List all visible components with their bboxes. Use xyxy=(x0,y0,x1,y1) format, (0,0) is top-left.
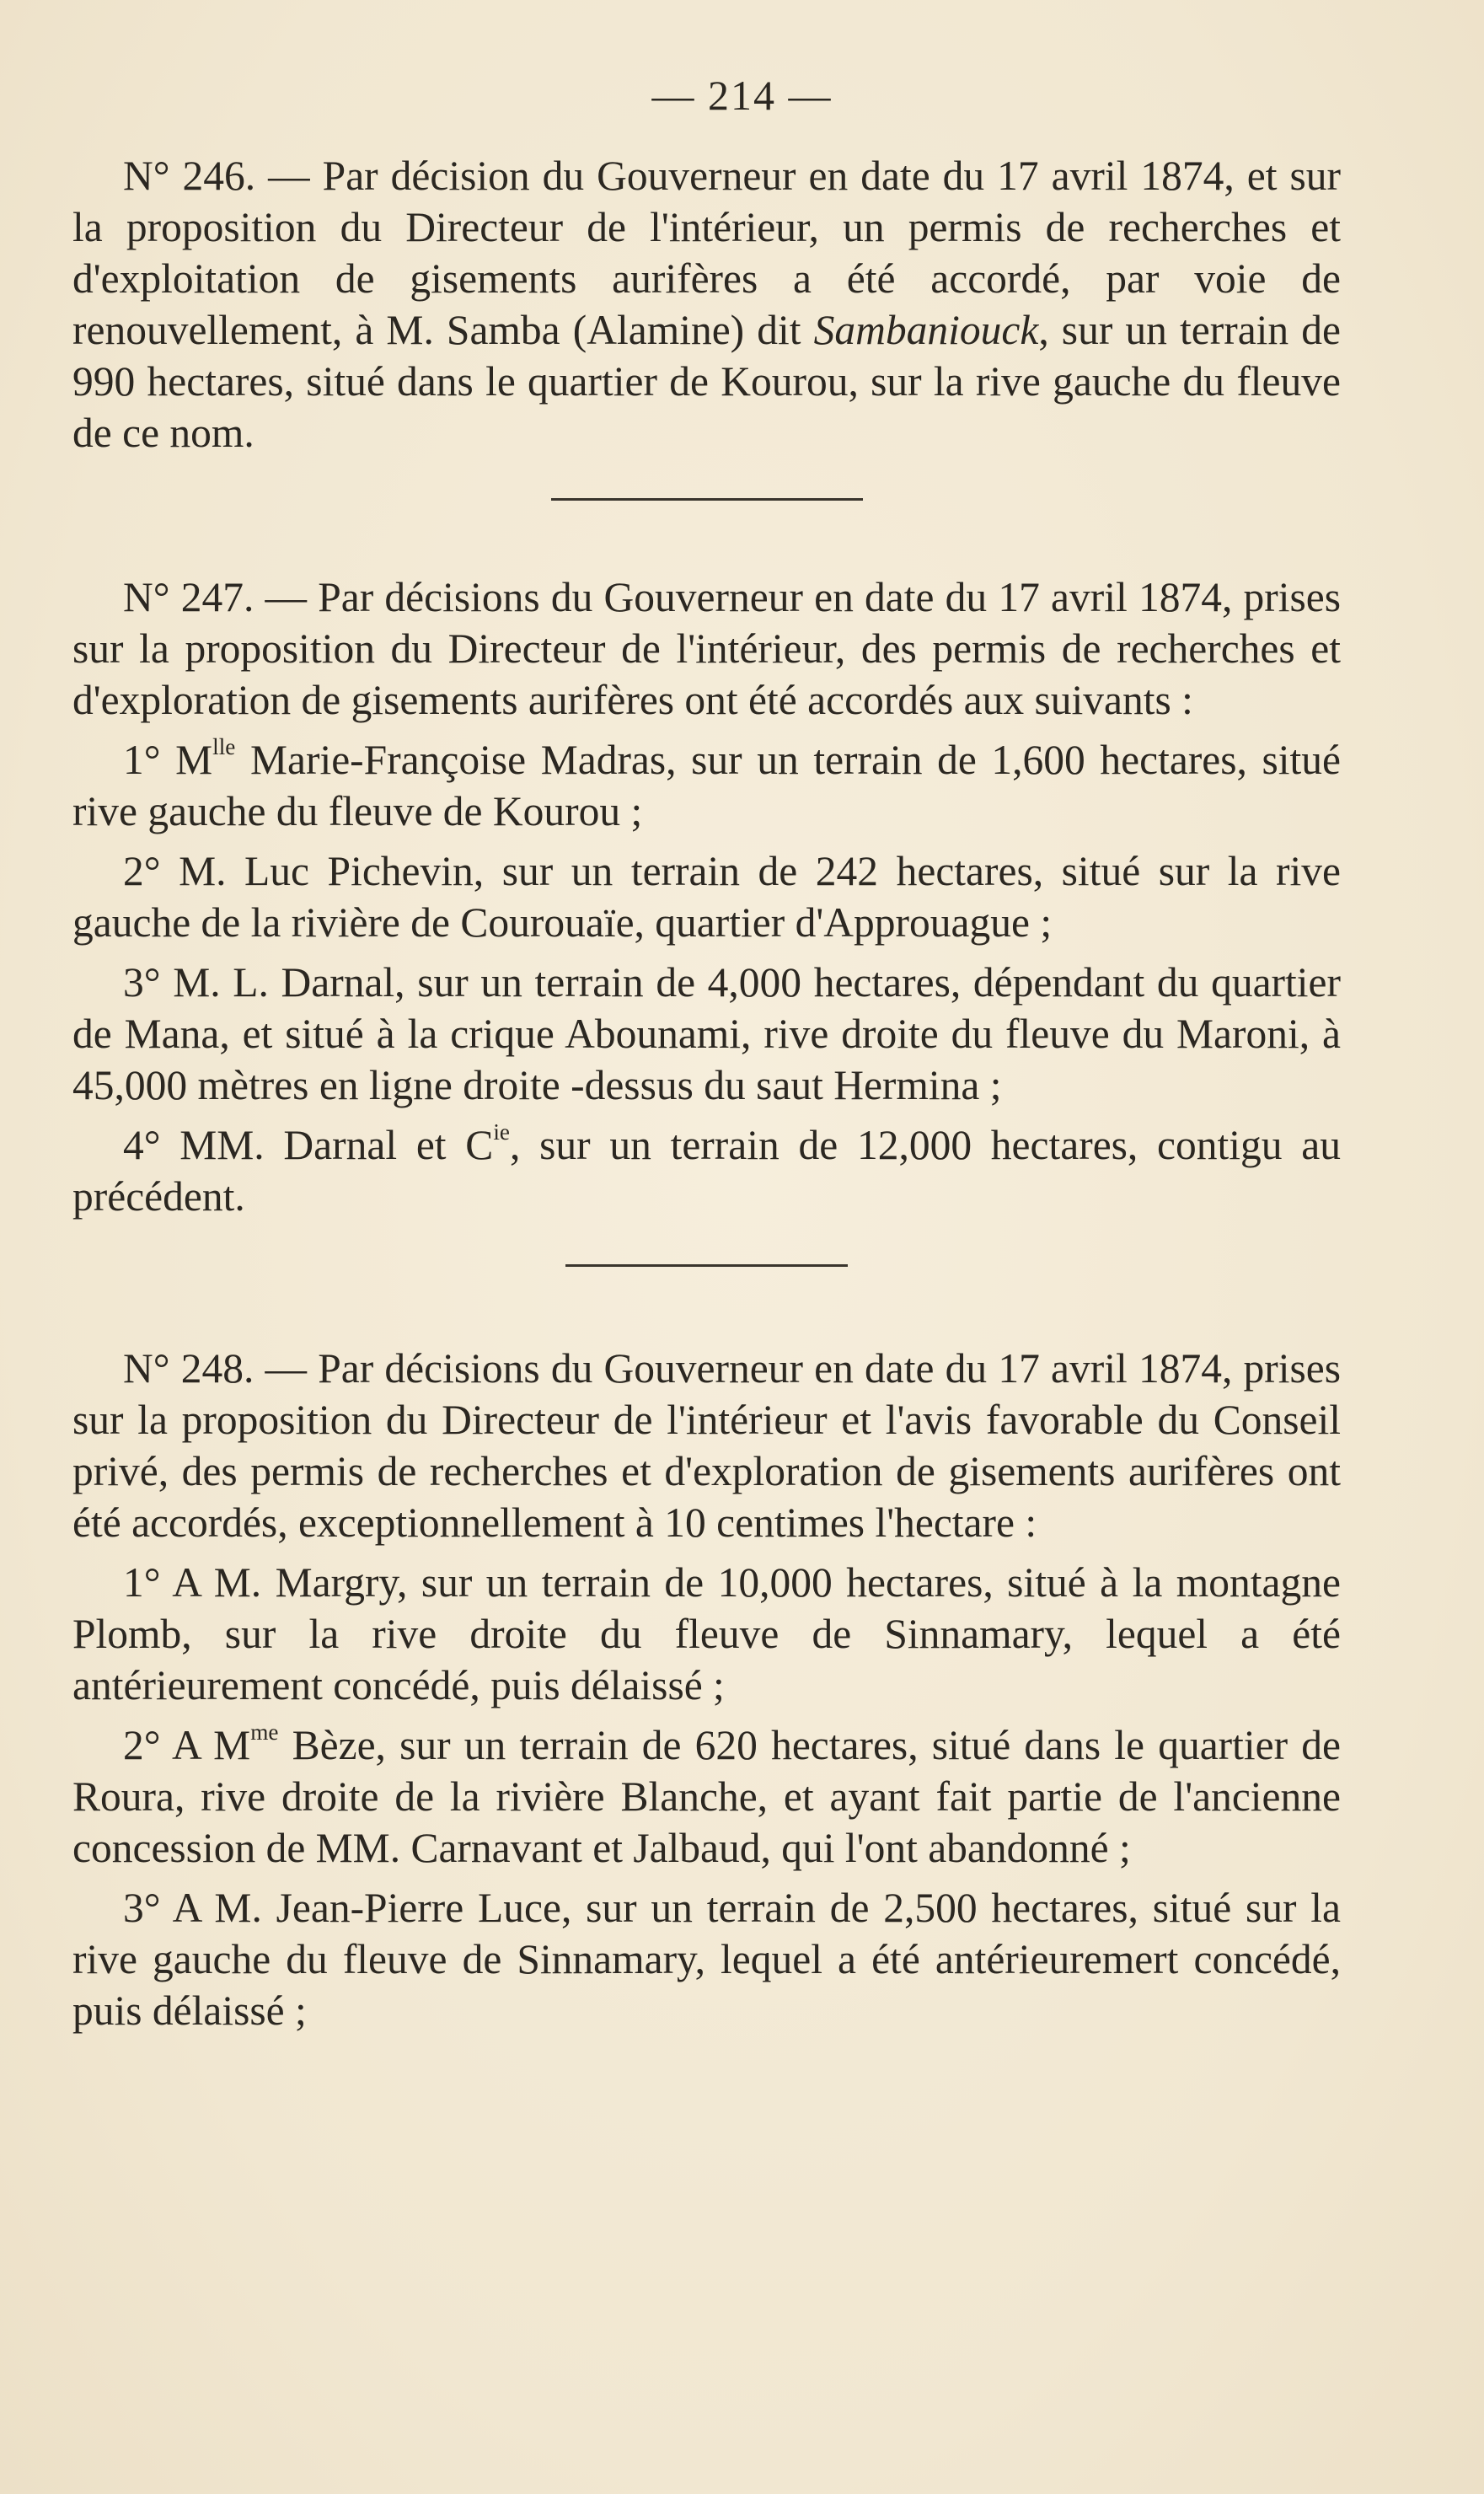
entry-247-item-4-end: , sur un terrain de 12,000 hectares, contigu au précédent. xyxy=(72,1122,1341,1220)
entry-248-item-2-end: Bèze, sur un terrain de 620 hectares, situé dans le quartier de Roura, rive droite de la rivière Blanche, et ayant fait partie de l'ancienne concession de MM. Carnavant et Jalbaud, qui l'ont abandonné ; xyxy=(72,1722,1341,1871)
entry-247-item-3: 3° M. L. Darnal, sur un terrain de 4,000 hectares, dépendant du quartier de Mana, et situé à la crique Abounami, rive droite du fleuve du Maroni, à 45,000 mètres en ligne droite ‑dessus du saut Hermina ; xyxy=(72,959,1341,1108)
entry-247-intro: N° 247. — Par décisions du Gouverneur en date du 17 avril 1874, prises sur la proposition du Directeur de l'intérieur, des permis de recherches et d'exploration de gisements aurifères ont été accordés aux suivants : xyxy=(72,574,1341,723)
entry-247-item-1-start: 1° M xyxy=(123,737,213,783)
page-number: — 214 — xyxy=(651,72,833,119)
entry-246-nickname: Sambaniouck xyxy=(813,307,1039,353)
entry-247-item-4 xyxy=(72,1119,1341,1222)
entry-248 xyxy=(72,1343,1341,2036)
entry-247-item-2: 2° M. Luc Pichevin, sur un terrain de 242 hectares, situé sur la rive gauche de la rivière de Courouaïe, quartier d'Approuague ; xyxy=(72,848,1341,946)
entry-248-item-2-sup: me xyxy=(250,1719,279,1745)
entry-246-text-start: N° 246. — Par décision du Gouverneur en date du 17 avril 1874, et sur la proposition du Directeur de l'intérieur, un permis de recherches et d'exploitation de gisements aurifères a été accordé, par voie de renouvellement, à M. Samba (Alamine) dit xyxy=(72,153,1341,353)
entry-248-item-2-start: 2° A M xyxy=(123,1722,251,1768)
entry-248-intro: N° 248. — Par décisions du Gouverneur en date du 17 avril 1874, prises sur la proposition du Directeur de l'intérieur et l'avis favorable du Conseil privé, des permis de recherches et d'exploration de gisements aurifères ont été accordés, exceptionnellement à 10 centimes l'hectare : xyxy=(72,1345,1341,1546)
entry-248-item-3: 3° A M. Jean-Pierre Luce, sur un terrain de 2,500 hectares, situé sur la rive gauche du fleuve de Sinnamary, lequel a été antérieuremert concédé, puis délaissé ; xyxy=(72,1885,1341,2034)
entry-247-item-1-end: Marie-Françoise Madras, sur un terrain de 1,600 hectares, situé rive gauche du fleuve de Kourou ; xyxy=(72,737,1341,834)
entry-246 xyxy=(72,150,1341,459)
section-divider xyxy=(551,498,863,501)
section-divider xyxy=(565,1264,848,1267)
entry-248-item-1: 1° A M. Margry, sur un terrain de 10,000 hectares, situé à la montagne Plomb, sur la rive droite du fleuve de Sinnamary, lequel a été antérieurement concédé, puis délaissé ; xyxy=(72,1559,1341,1708)
entry-247-item-1-sup: lle xyxy=(212,733,236,759)
entry-246-paragraph xyxy=(72,150,1341,459)
entry-247-item-4-start: 4° MM. Darnal et C xyxy=(123,1122,494,1168)
entry-247 xyxy=(72,571,1341,1222)
entry-247-item-1 xyxy=(72,734,1341,837)
entry-247-item-4-sup: ie xyxy=(493,1118,510,1145)
entry-246-text-end: , sur un terrain de 990 hectares, situé dans le quartier de Kourou, sur la rive gauche du fleuve de ce nom. xyxy=(72,307,1341,456)
page-body xyxy=(72,150,1341,2036)
entry-248-item-2 xyxy=(72,1719,1341,1874)
